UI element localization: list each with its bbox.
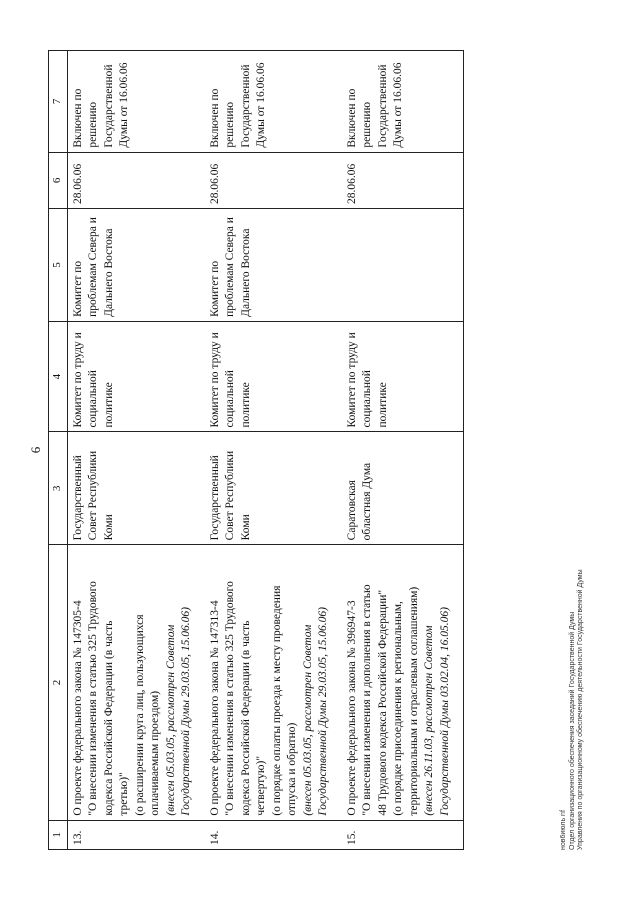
bill-co-committee: Комитет по проблемам Севера и Дальнего Востока [67, 209, 205, 322]
bill-date: 28.06.06 [67, 152, 205, 208]
bill-title-line: О проекте федерального закона № 396947-3 [345, 600, 358, 816]
bill-title-line: "О внесении изменения и дополнения в статью [361, 584, 373, 816]
bill-title-line: "О внесении изменения в статью 325 Трудового [224, 581, 236, 816]
row-number: 15. [342, 820, 464, 849]
bill-note-line: (внесен 05.03.05, рассмотрен Советом [301, 624, 314, 816]
bill-note-line: Государственной Думы 03.02.04, 16.05.06) [438, 607, 451, 816]
bill-title-line: отпуска и обратно) [286, 722, 298, 816]
document-page [20, 40, 595, 860]
bill-title-line: третью)" [118, 772, 130, 816]
bill-note-line: (внесен 05.03.05, рассмотрен Советом [164, 624, 177, 816]
footer-line: нов6июль nf [560, 810, 567, 850]
bill-date: 28.06.06 [205, 152, 342, 208]
table-header-row [49, 51, 68, 850]
bill-date: 28.06.06 [342, 152, 464, 208]
bill-committee: Комитет по труду и социальной политике [205, 321, 342, 432]
bill-title [67, 545, 205, 820]
footer-line: Отдел организационного обеспечения заседаний Государственной Думы [568, 611, 576, 850]
bill-title-line: "О внесении изменения в статью 325 Трудового [87, 581, 99, 816]
bill-title-line: О проекте федерального закона № 147305-4 [71, 600, 84, 816]
bill-title-line: кодекса Российской Федерации (в часть [239, 620, 252, 816]
bill-title [342, 545, 464, 820]
column-header: 2 [49, 545, 68, 820]
bill-title [205, 545, 342, 820]
bill-status: Включен по решению Государственной Думы от 16.06.06 [67, 51, 205, 153]
column-header: 6 [49, 152, 68, 208]
bill-title-line: четвертую)" [255, 755, 267, 816]
table-row [342, 51, 464, 850]
bill-title-line: (о расширении круга лиц, пользующихся [133, 614, 146, 816]
column-header: 7 [49, 51, 68, 153]
bill-status: Включен по решению Государственной Думы от 16.06.06 [342, 51, 464, 153]
bill-title-line: (о порядке присоединения к региональным, [392, 601, 404, 816]
bill-title-line: О проекте федерального закона № 147313-4 [208, 600, 221, 816]
page-number: 6 [28, 446, 43, 454]
bill-note-line: Государственной Думы 29.03.05, 15.06.06) [317, 607, 329, 816]
table-row [205, 51, 342, 850]
bill-title-line: оплачиваемым проездом) [149, 690, 161, 816]
bill-title-line: 48 Трудового кодекса Российской Федерации" [376, 589, 389, 816]
bill-author: Государственный Совет Республики Коми [205, 432, 342, 545]
bill-committee: Комитет по труду и социальной политике [67, 321, 205, 432]
bill-committee: Комитет по труду и социальной политике [342, 321, 464, 432]
bill-author: Саратовская областная Дума [342, 432, 464, 545]
column-header: 4 [49, 321, 68, 432]
row-number: 13. [67, 820, 205, 849]
column-header: 5 [49, 209, 68, 322]
bill-title-line: кодекса Российской Федерации (в часть [102, 620, 115, 816]
document-footer [560, 569, 586, 850]
bill-note-line: Государственной Думы 29.03.05, 15.06.06) [180, 607, 192, 816]
bill-note-line: (внесен 26.11.03, рассмотрен Советом [423, 625, 435, 816]
bills-table [48, 50, 464, 850]
bill-status: Включен по решению Государственной Думы от 16.06.06 [205, 51, 342, 153]
bill-title-line: (о порядке оплаты проезда к месту проведения [270, 585, 283, 816]
column-header: 3 [49, 432, 68, 545]
footer-line: Управления по организационному обеспечению деятельности Государственной Думы [577, 569, 584, 850]
row-number: 14. [205, 820, 342, 849]
column-header: 1 [49, 820, 68, 849]
bill-author: Государственный Совет Республики Коми [67, 432, 205, 545]
table-row [67, 51, 205, 850]
bill-co-committee: Комитет по проблемам Севера и Дальнего Востока [205, 209, 342, 322]
bill-title-line: территориальным и отраслевым соглашениям) [407, 586, 420, 816]
bill-co-committee [342, 209, 464, 322]
